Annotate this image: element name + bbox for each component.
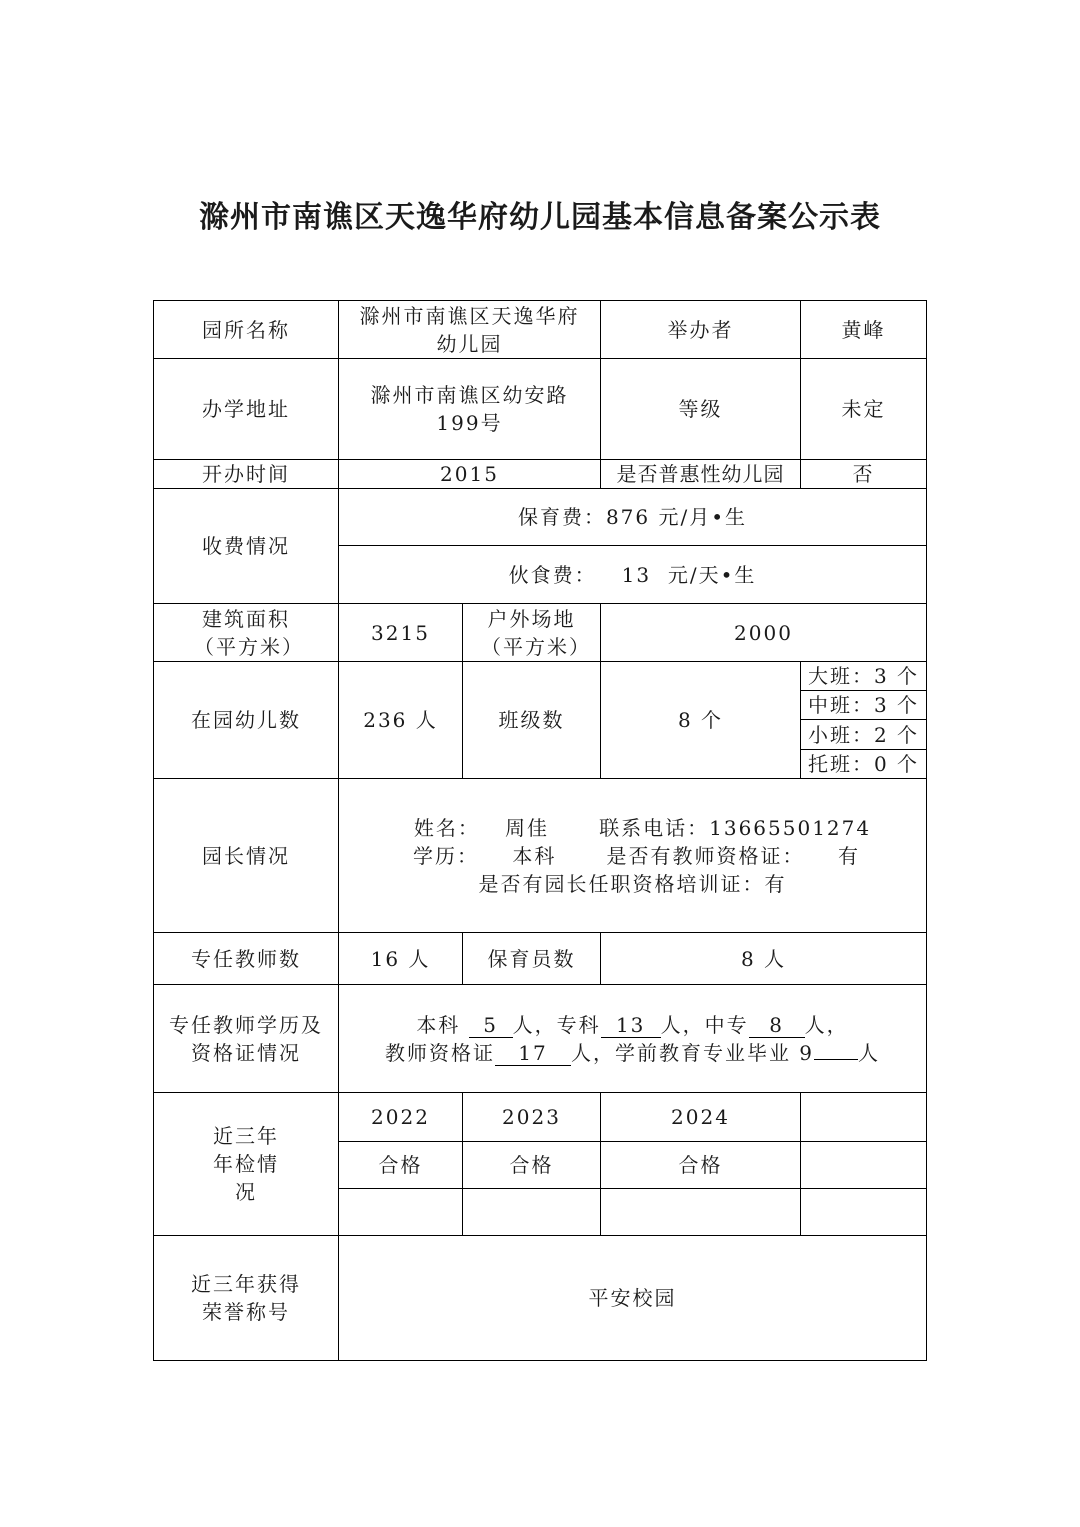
value-meal-fee: 伙食费： 13 元/天•生 <box>508 562 757 587</box>
qualification-bachelor-count: 5 <box>469 1013 513 1038</box>
class-breakdown-item: 托班：0 个 <box>807 752 920 776</box>
value-kindergarten-name <box>339 301 600 358</box>
class-breakdown-item: 大班：3 个 <box>807 664 920 688</box>
label-caregiver-count: 保育员数 <box>487 946 576 971</box>
label-principal: 园长情况 <box>202 843 290 868</box>
label-outdoor-area <box>463 604 600 661</box>
inspection-year: 2022 <box>371 1105 430 1129</box>
qualification-text: 人，专科 <box>512 1012 601 1037</box>
table-border-right <box>926 300 927 1361</box>
table-border-bottom <box>153 1360 927 1361</box>
label-address: 办学地址 <box>202 397 290 421</box>
page-title: 滁州市南谯区天逸华府幼儿园基本信息备案公示表 <box>199 200 881 235</box>
class-breakdown-item: 小班：2 个 <box>807 722 920 747</box>
label-fees: 收费情况 <box>202 534 290 558</box>
value-organizer: 黄峰 <box>841 317 886 342</box>
label-teacher-count: 专任教师数 <box>191 946 301 971</box>
qualification-text: 本科 <box>416 1012 469 1037</box>
principal-line-2: 学历： 本科 是否有教师资格证： 有 <box>412 843 860 868</box>
label-inclusive: 是否普惠性幼儿园 <box>616 462 785 486</box>
label-children-count: 在园幼儿数 <box>191 708 301 732</box>
inspection-result: 合格 <box>509 1153 554 1177</box>
value-care-fee: 保育费：876 元/月•生 <box>517 505 748 529</box>
principal-line-3: 是否有园长任职资格培训证：有 <box>478 871 787 896</box>
value-honors: 平安校园 <box>588 1286 677 1310</box>
value-class-count: 8 个 <box>677 708 724 732</box>
inspection-result: 合格 <box>678 1153 723 1177</box>
label-honors-text: 近三年获得荣誉称号 <box>191 1272 301 1324</box>
inspection-result: 合格 <box>378 1153 423 1177</box>
qualification-college-count: 13 <box>601 1013 661 1038</box>
value-founded: 2015 <box>440 462 499 486</box>
principal-line-1: 姓名： 周佳 联系电话：13665501274 <box>413 815 872 840</box>
inspection-year: 2024 <box>671 1105 730 1129</box>
label-kindergarten-name: 园所名称 <box>202 317 290 342</box>
qualification-line-2 <box>385 1039 880 1067</box>
label-inspection <box>154 1093 338 1235</box>
label-building-area <box>154 604 338 661</box>
value-teacher-count: 16 人 <box>370 946 431 971</box>
qualification-line-1 <box>416 1011 848 1039</box>
inspection-year: 2023 <box>502 1105 561 1129</box>
qualification-blank <box>814 1059 858 1060</box>
value-building-area: 3215 <box>371 620 430 645</box>
qualification-cert-count: 17 <box>495 1041 571 1066</box>
qualification-text: 人，中专 <box>660 1012 749 1037</box>
value-qualification <box>339 985 926 1092</box>
qualification-text: 人，学前教育专业毕业 9 <box>570 1040 815 1065</box>
label-organizer: 举办者 <box>667 317 734 342</box>
qualification-secondary-count: 8 <box>749 1013 805 1038</box>
label-honors <box>154 1236 338 1360</box>
value-caregiver-count: 8 人 <box>740 946 787 971</box>
label-inspection-text: 近三年年检情况 <box>213 1124 279 1204</box>
label-outdoor-area-text: 户外场地（平方米） <box>481 606 591 659</box>
value-children-count: 236 人 <box>363 708 438 732</box>
label-building-area-text: 建筑面积（平方米） <box>194 606 304 659</box>
qualification-text: 人 <box>858 1040 881 1065</box>
value-outdoor-area: 2000 <box>734 620 793 645</box>
label-grade: 等级 <box>678 397 723 421</box>
column-divider <box>800 1092 801 1236</box>
row-divider <box>338 1188 927 1189</box>
qualification-text: 教师资格证 <box>384 1040 495 1065</box>
value-inclusive: 否 <box>852 462 875 486</box>
label-founded: 开办时间 <box>202 462 290 486</box>
label-qualification-text: 专任教师学历及资格证情况 <box>169 1012 323 1065</box>
label-class-count: 班级数 <box>498 708 565 732</box>
label-qualification <box>154 985 338 1092</box>
value-principal <box>339 779 926 932</box>
value-grade: 未定 <box>841 397 886 421</box>
value-kindergarten-name-text: 滁州市南谯区天逸华府幼儿园 <box>359 303 580 356</box>
value-address <box>339 359 600 459</box>
value-address-text: 滁州市南谯区幼安路199号 <box>370 383 569 435</box>
class-breakdown-item: 中班：3 个 <box>807 693 920 717</box>
qualification-text: 人， <box>804 1012 849 1037</box>
